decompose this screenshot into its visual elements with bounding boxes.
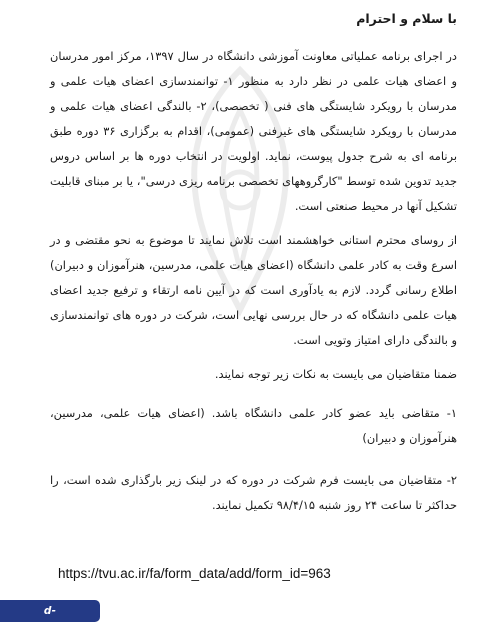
letter-body bbox=[50, 8, 457, 535]
letter-paragraph-2: از روسای محترم استانی خواهشمند است تلاش نمایند تا موضوع به نحو مقتضی و در اسرع وقت به کادر علمی دانشگاه (اعضای هیات علمی، مدرسین، هنرآموزان و دبیران) اطلاع رسانی گردد. لازم به یادآوری است که در آیین نامه ارتقاء و ترفیع جدید اعضای هیات علمی دانشگاه که در حال بررسی نهایی است، شرکت در دوره های توانمندسازی و بالندگی دارای امتیاز وتویی است. bbox=[50, 233, 457, 347]
registration-form-link[interactable]: https://tvu.ac.ir/fa/form_data/add/form_id=963 bbox=[58, 566, 331, 581]
notes-intro: ضمنا متقاضیان می بایست به نکات زیر توجه نمایند. bbox=[214, 367, 457, 381]
letter-paragraph-1: در اجرای برنامه عملیاتی معاونت آموزشی دانشگاه در سال ۱۳۹۷، مرکز امور مدرسان و اعضای هیات علمی در نظر دارد به منظور ۱- توانمندسازی اعضای هیات علمی و مدرسان با رویکرد شایستگی های فنی ( تخصصی)، ۲- بالندگی اعضای هیات علمی و مدرسان با رویکرد شایستگی های غیرفنی (عمومی)، اقدام به برگزاری ۳۶ دوره طبق برنامه ای به شرح جدول پیوست، نماید. اولویت در انتخاب دوره ها بر اساس دروس جدید تدوین شده توسط "کارگروههای تخصصی برنامه ریزی درسی"، یا بر مبنای قابلیت تشکیل آنها در محیط صنعتی است. bbox=[50, 49, 458, 213]
letter-greeting: با سلام و احترام bbox=[356, 11, 457, 26]
site-url-badge[interactable]: d-babol.tvu.ac.ir bbox=[0, 600, 100, 622]
note-item-1: ۱- متقاضی باید عضو کادر علمی دانشگاه باشد. (اعضای هیات علمی، مدرسین، هنرآموزان و دبیران) bbox=[50, 406, 457, 445]
note-item-2: ۲- متقاضیان می بایست فرم شرکت در دوره که در لینک زیر بارگذاری شده است، را حداکثر تا ساعت ۲۴ روز شنبه ۹۸/۴/۱۵ تکمیل نمایند. bbox=[50, 473, 457, 512]
